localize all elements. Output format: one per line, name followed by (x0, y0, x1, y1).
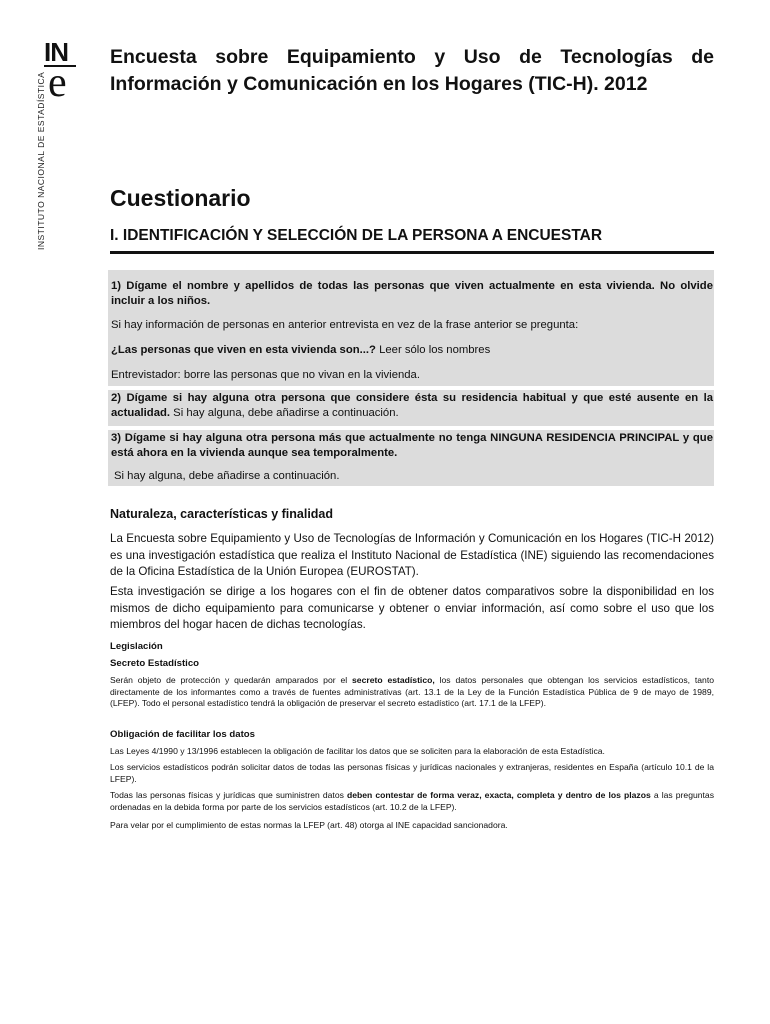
institution-name: INSTITUTO NACIONAL DE ESTADÍSTICA (36, 71, 46, 250)
question-2: 2) Dígame si hay alguna otra persona que considere ésta su residencia habitual y que esté ausente en la actualidad. Si hay alguna, debe añadirse a continuación. (111, 392, 713, 419)
question-3: 3) Dígame si hay alguna otra persona más que actualmente no tenga NINGUNA RESIDENCIA PRINCIPAL y que está ahora en la vivienda aunque sea temporalmente. (111, 432, 713, 459)
obligacion-paragraph-2: Los servicios estadísticos podrán solicitar datos de todas las personas físicas y jurídicas nacionales y extranjeras, residentes en España (artículo 10.1 de la LFEP). (110, 762, 714, 784)
box-separator (108, 426, 714, 430)
obligacion-heading: Obligación de facilitar los datos (110, 729, 256, 740)
box-separator (108, 386, 714, 390)
obligacion-paragraph-1: Las Leyes 4/1990 y 13/1996 establecen la obligación de facilitar los datos que se soliciten para la elaboración de esta Estadística. (110, 746, 605, 756)
question-1: 1) Dígame el nombre y apellidos de todas las personas que viven actualmente en esta vivienda. No olvide incluir a los niños. (111, 280, 713, 307)
section-heading: I. IDENTIFICACIÓN Y SELECCIÓN DE LA PERSONA A ENCUESTAR (110, 227, 714, 254)
naturaleza-heading: Naturaleza, características y finalidad (110, 507, 334, 521)
naturaleza-paragraph-1: La Encuesta sobre Equipamiento y Uso de Tecnologías de Información y Comunicación en los Hogares (TIC-H 2012) es una investigación estadística que realiza el Instituto Nacional de Estadística (INE) siguiendo las recomendaciones de la Oficina Estadística de la Unión Europea (EUROSTAT). (110, 532, 714, 578)
question-3-note: Si hay alguna, debe añadirse a continuación. (114, 470, 340, 482)
question-names: ¿Las personas que viven en esta vivienda son...? Leer sólo los nombres (111, 344, 491, 356)
secreto-heading: Secreto Estadístico (110, 658, 200, 669)
legislacion-heading: Legislación (110, 641, 163, 652)
ine-logo (44, 37, 78, 106)
document-title: Encuesta sobre Equipamiento y Uso de Tecnologías de Información y Comunicación en los Hogares (TIC-H). 2012 (110, 46, 714, 95)
secreto-paragraph: Serán objeto de protección y quedarán amparados por el secreto estadístico, los datos personales que obtengan los servicios estadísticos, tanto directamente de los informantes como a través de fuentes administrativas (art. 13.1 de la Ley de la Función Estadística Pública de 9 de mayo de 1989, (LFEP). Todo el personal estadístico tendrá la obligación de preservar el secreto estadístico (art. 17.1 de la LFEP). (110, 675, 714, 709)
naturaleza-paragraph-2: Esta investigación se dirige a los hogares con el fin de obtener datos comparativos sobre la disponibilidad en los mismos de dicho equipamiento para comunicarse y obtener o enviar información, así como sobre el uso que los miembros del hogar hacen de dichas tecnologías. (110, 585, 714, 631)
obligacion-paragraph-3: Todas las personas físicas y jurídicas que suministren datos deben contestar de forma veraz, exacta, completa y dentro de los plazos a las preguntas ordenadas en la debida forma por parte de los servicios estadísticos (art. 10.2 de la LFEP). (110, 790, 714, 812)
interviewer-note: Entrevistador: borre las personas que no vivan en la vivienda. (111, 369, 420, 381)
previous-info-note: Si hay información de personas en anterior entrevista en vez de la frase anterior se pregunta: (111, 319, 579, 331)
logo-letter-e: e (48, 60, 67, 106)
obligacion-paragraph-4: Para velar por el cumplimiento de estas normas la LFEP (art. 48) otorga al INE capacidad sancionadora. (110, 820, 508, 830)
logo-letters-in: IN (44, 40, 76, 67)
cuestionario-heading: Cuestionario (110, 185, 251, 211)
